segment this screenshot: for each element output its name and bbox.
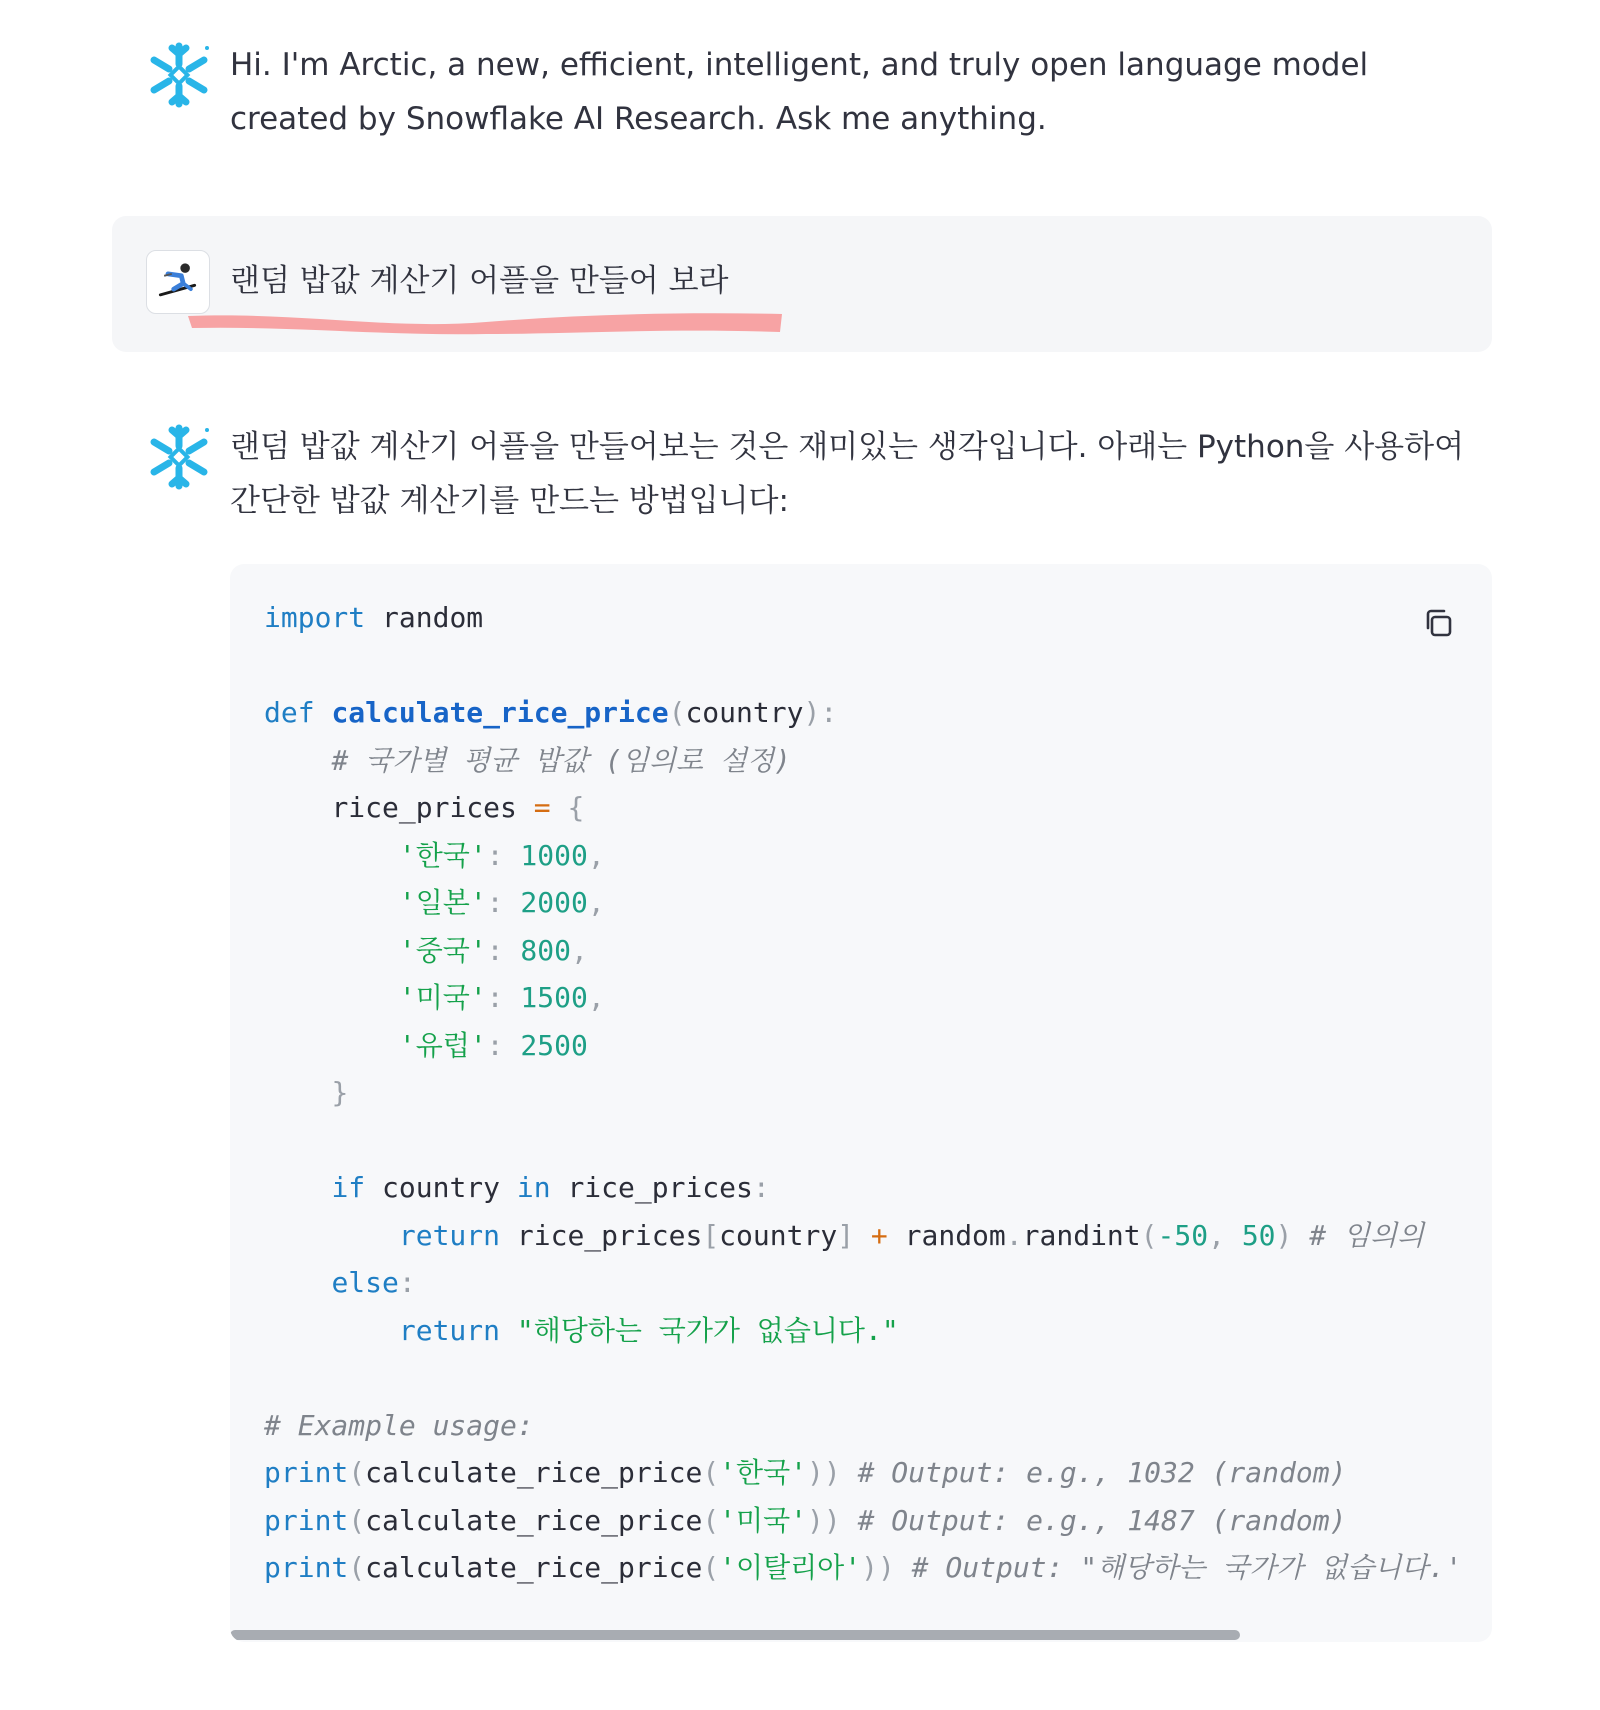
- code-token: print: [264, 1456, 349, 1489]
- code-token: rice_prices: [331, 791, 517, 824]
- code-token: rice_prices: [550, 1171, 753, 1204]
- code-string: '미국': [398, 981, 487, 1014]
- code-token: else: [331, 1266, 399, 1299]
- assistant-greeting-text: Hi. I'm Arctic, a new, efficient, intelligent, and truly open language model created by Snowflake AI Research. Ask me anything.: [230, 47, 1369, 137]
- horizontal-scrollbar[interactable]: [230, 1628, 1492, 1642]
- code-comment: # 임의의: [1309, 1218, 1425, 1252]
- code-comment: # Output: e.g., 1487 (random): [857, 1503, 1347, 1537]
- code-number: 1000: [520, 838, 588, 872]
- user-prompt-text: 랜덤 밥값 계산기 어플을 만들어 보라: [230, 263, 729, 299]
- code-token: return: [398, 1313, 501, 1347]
- code-token: calculate_rice_price: [365, 1503, 703, 1537]
- code-token: if: [331, 1171, 366, 1204]
- code-token: calculate_rice_price: [365, 1551, 703, 1584]
- code-token: def: [264, 696, 315, 729]
- code-number: 2500: [520, 1028, 588, 1062]
- code-number: 1500: [520, 981, 588, 1014]
- code-token: country: [719, 1218, 838, 1252]
- code-token: calculate_rice_price: [331, 696, 669, 729]
- code-token: print: [264, 1551, 349, 1584]
- code-comment: # Output: e.g., 1032 (random): [857, 1456, 1347, 1489]
- code-comment: # Example usage:: [264, 1408, 534, 1442]
- code-string: '이탈리아': [719, 1551, 862, 1584]
- code-token: randint: [1022, 1218, 1141, 1252]
- code-token: random: [887, 1218, 1006, 1252]
- code-token: calculate_rice_price: [365, 1456, 703, 1489]
- code-number: 2000: [520, 886, 588, 919]
- red-underline-highlight: [186, 308, 786, 338]
- code-comment: # Output: "해당하는 국가가 없습니다.': [911, 1551, 1463, 1584]
- code-string: '일본': [398, 886, 487, 919]
- code-token: random: [365, 601, 484, 634]
- code-string: '한국': [398, 838, 487, 872]
- code-string: '유럽': [398, 1028, 487, 1062]
- code-number: -50: [1157, 1218, 1209, 1252]
- code-token: in: [516, 1171, 551, 1204]
- python-code: import random def calculate_rice_price(country): # 국가별 평균 밥값 (임의로 설정) rice_prices = { '한국': 1000, '일본': 2000, '중국': 800, '미국': 1500, '유럽': 2500 } if country in rice_prices: return rice_prices[country] + random.randint(-50, 50) # 임의의 else: return "해당하는 국가가 없습니다." # Example usage: print(calculate_rice_price('한국')) # Output: e.g., 1032 (random) print(calculate_rice_price('미국')) # Output: e.g., 1487 (random) print(calculate_rice_price('이탈리아')) # Output: "해당하는 국가가 없습니다.': [264, 601, 1463, 1584]
- code-string: '중국': [398, 933, 487, 967]
- snowflake-icon: [144, 422, 214, 492]
- code-string: '한국': [719, 1456, 807, 1489]
- user-avatar: [146, 250, 210, 314]
- code-token: country: [685, 696, 804, 729]
- user-message: [112, 216, 1492, 352]
- code-token: country: [365, 1171, 517, 1204]
- code-number: 800: [520, 933, 571, 967]
- code-string: "해당하는 국가가 없습니다.": [516, 1313, 899, 1347]
- snowflake-icon: [144, 40, 214, 110]
- code-token: return: [398, 1218, 501, 1252]
- assistant-answer-text: 랜덤 밥값 계산기 어플을 만들어보는 것은 재미있는 생각입니다. 아래는 Python을 사용하여 간단한 밥값 계산기를 만드는 방법입니다:: [230, 429, 1465, 519]
- code-block[interactable]: [230, 564, 1492, 1642]
- skier-icon: [147, 251, 208, 312]
- code-token: rice_prices: [500, 1218, 703, 1252]
- code-token: print: [264, 1503, 349, 1537]
- assistant-greeting-message: [0, 30, 1600, 150]
- code-string: '미국': [719, 1503, 807, 1537]
- code-token: import: [264, 601, 366, 634]
- code-comment: # 국가별 평균 밥값 (임의로 설정): [331, 743, 791, 777]
- scrollbar-thumb[interactable]: [230, 1630, 1240, 1640]
- assistant-answer-message: [0, 408, 1600, 1698]
- code-number: 50: [1241, 1218, 1276, 1252]
